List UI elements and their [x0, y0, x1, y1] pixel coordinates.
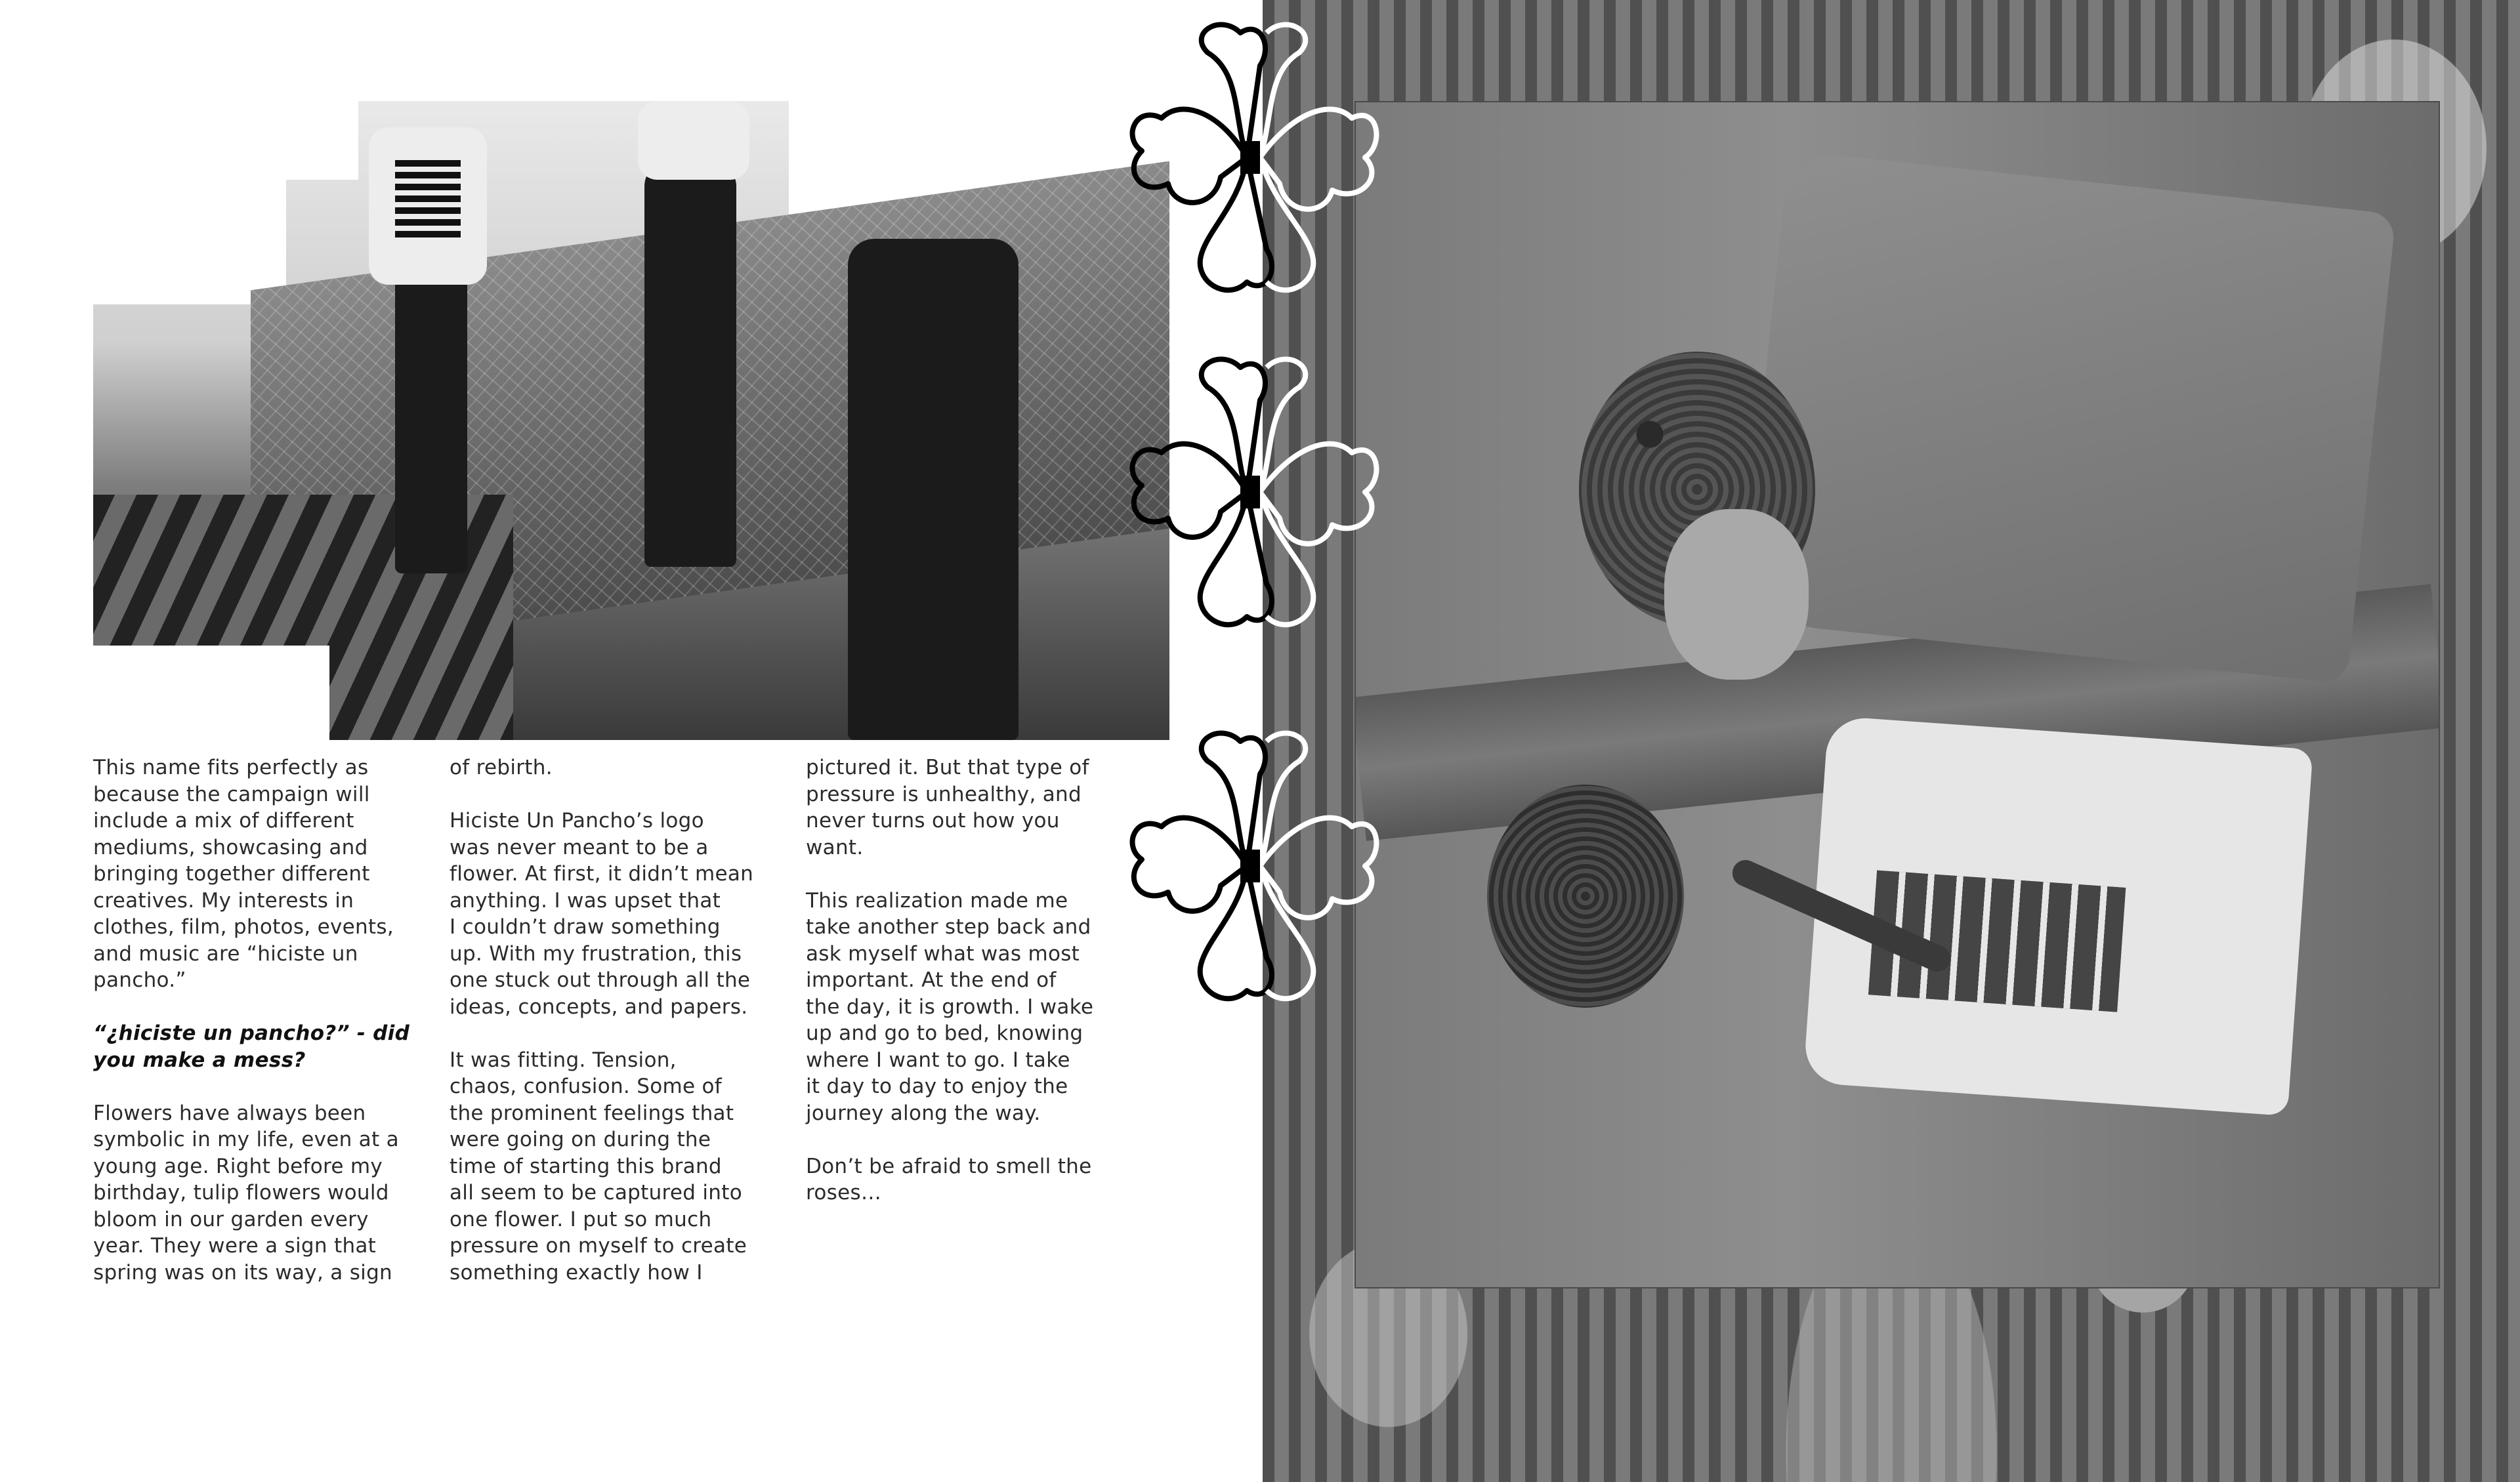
text-column-2: [450, 754, 778, 1313]
person-in-sweater: [848, 239, 1018, 740]
paragraph: Don’t be afraid to smell the roses…: [806, 1154, 1092, 1204]
paragraph: Hiciste Un Pancho’s logo was never meant to be a flower. At first, it didn’t mean anything. I was upset that I couldn’t draw something up. With my frustration, this one stuck out through all the ideas, concepts, and papers.: [450, 809, 754, 1019]
paragraph: This name fits perfectly as because the campaign will include a mix of different mediums, showcasing and bringing together different creatives. My interests in clothes, film, photos, events, and music are “hiciste un pancho.”: [93, 756, 394, 992]
tee-top: [638, 101, 749, 180]
flower-outline-icon: [1109, 715, 1385, 1017]
right-page-photo: [1263, 0, 2520, 1482]
text-column-1: [93, 754, 421, 1313]
printed-tee: [1803, 716, 2313, 1116]
paragraph: pictured it. But that type of pressure is unhealthy, and never turns out how you want.: [806, 756, 1089, 859]
flower-outline-icon: [1109, 341, 1385, 643]
denim-jacket: [1740, 150, 2396, 684]
flower-outline-icon: [1109, 7, 1385, 308]
pull-quote: “¿hiciste un pancho?” - did you make a mess?: [93, 1021, 410, 1072]
curly-hair: [1487, 785, 1684, 1008]
person-on-fence: [644, 160, 736, 567]
collage-cutout: [93, 101, 286, 304]
face: [1664, 509, 1809, 680]
rooftop-collage-photo: [93, 101, 1169, 740]
paragraph: This realization made me take another step back and ask myself what was most important. At the end of the day, it is growth. I wake up and go to bed, knowing where I want to go. I take it day to day to enjoy the journey along the way.: [806, 888, 1094, 1125]
printed-tee: [369, 127, 487, 285]
collage-cutout: [93, 646, 329, 740]
paragraph: of rebirth.: [450, 756, 553, 779]
flower-graphics: [1109, 0, 1411, 1023]
text-column-3: [806, 754, 1134, 1233]
collage-cutout: [286, 101, 358, 180]
portrait-photo: [1354, 101, 2440, 1288]
paragraph: It was fitting. Tension, chaos, confusion. Some of the prominent feelings that were going on during the time of starting this brand all seem to be captured into one flower. I put so much pressure on myself to create something exactly how I: [450, 1048, 747, 1285]
paragraph: Flowers have always been symbolic in my life, even at a young age. Right before my birthday, tulip flowers would bloom in our garden every year. They were a sign that spring was on its way, a sign: [93, 1101, 399, 1285]
